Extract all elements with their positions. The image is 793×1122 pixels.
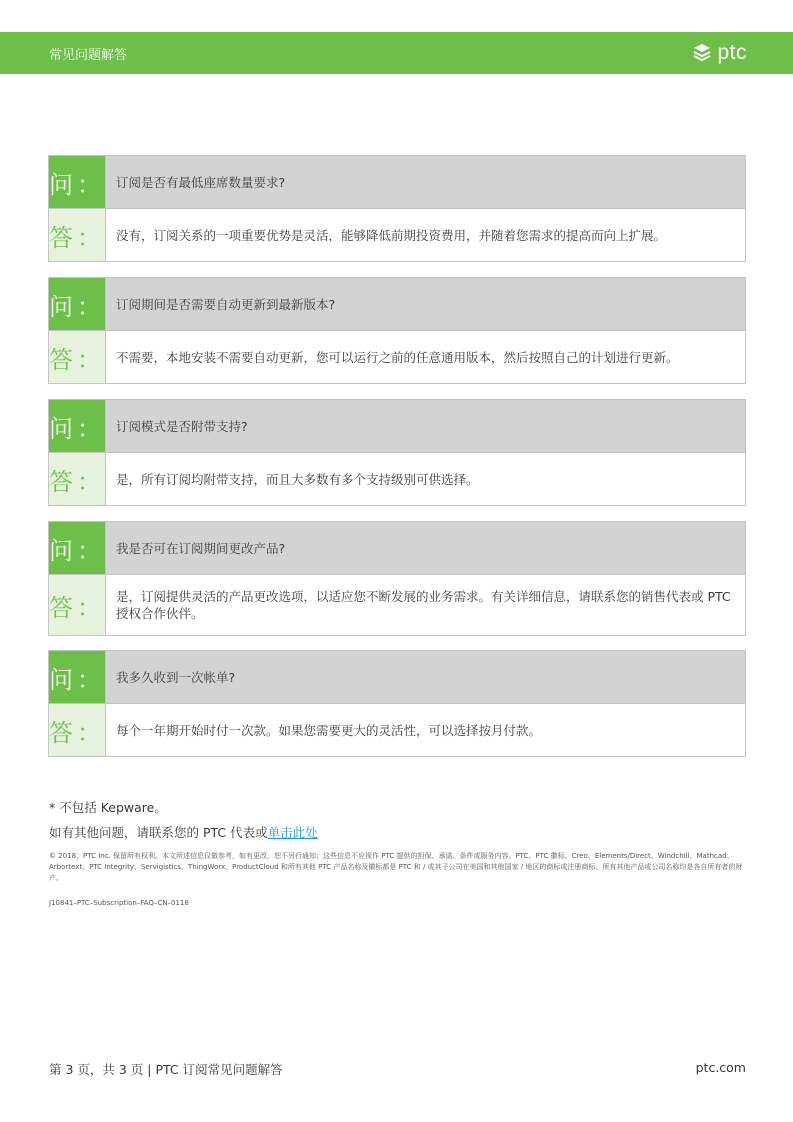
faq-item — [48, 399, 746, 506]
question-label: 问： — [49, 156, 106, 208]
answer-text: 是，所有订阅均附带支持，而且大多数有多个支持级别可供选择。 — [116, 471, 479, 487]
answer-row — [49, 703, 745, 756]
logo-text: ptc — [717, 41, 747, 64]
header-title: 常见问题解答 — [49, 48, 128, 63]
contact-line — [49, 823, 749, 841]
answer-row — [49, 330, 745, 383]
faq-item — [48, 155, 746, 262]
question-label: 问： — [49, 522, 106, 574]
question-label: 问： — [49, 400, 106, 452]
ptc-logo-icon — [692, 43, 712, 63]
question-row — [49, 651, 745, 703]
answer-text: 没有，订阅关系的一项重要优势是灵活，能够降低前期投资费用，并随着您需求的提高而向上扩展。 — [116, 227, 667, 243]
answer-text: 每个一年期开始时付一次款。如果您需要更大的灵活性，可以选择按月付款。 — [116, 722, 542, 738]
contact-text: 如有其他问题，请联系您的 PTC 代表或 — [49, 825, 268, 840]
answer-row — [49, 452, 745, 505]
question-label: 问： — [49, 651, 106, 703]
ptc-logo[interactable] — [692, 41, 747, 65]
faq-item — [48, 650, 746, 757]
answer-text: 不需要，本地安装不需要自动更新，您可以运行之前的任意通用版本，然后按照自己的计划进行更新。 — [116, 349, 679, 365]
answer-row — [49, 208, 745, 261]
footnote: * 不包括 Kepware。 — [49, 800, 167, 815]
question-row — [49, 400, 745, 452]
footer-page-info: 第 3 页，共 3 页 | PTC 订阅常见问题解答 — [49, 1062, 283, 1077]
question-text: 我多久收到一次帐单? — [116, 669, 236, 685]
answer-label: 答： — [49, 575, 106, 635]
faq-item — [48, 277, 746, 384]
footer-site-link[interactable]: ptc.com — [695, 1060, 746, 1075]
question-text: 订阅模式是否附带支持? — [116, 418, 248, 434]
legal-text: © 2018，PTC Inc. 保留所有权利。本文所述信息仅做参考，如有更改，恕不另行通知；这些信息不应视作 PTC 提供的担保、承诺、条件或服务内容。PTC、PTC 徽标、Creo、Elements/Direct、Windchill、Mathcad、Arbortext、PTC Integrity、Servigistics、ThingWorx、ProductCloud 和所有其他 PTC 产品名称及徽标都是 PTC 和 / 或其子公司在美国和其他国家 / 地区的商标或注册商标。所有其他产品或公司名称均是各自所有者的财产。 — [49, 852, 743, 882]
question-text: 订阅是否有最低座席数量要求? — [116, 174, 286, 190]
question-text: 我是否可在订阅期间更改产品? — [116, 540, 286, 556]
answer-text: 是，订阅提供灵活的产品更改选项，以适应您不断发展的业务需求。有关详细信息，请联系您的销售代表或 PTC 授权合作伙伴。 — [116, 589, 731, 621]
click-here-link[interactable]: 单击此处 — [267, 825, 318, 840]
answer-row — [49, 574, 745, 635]
question-label: 问： — [49, 278, 106, 330]
answer-label: 答： — [49, 453, 106, 505]
answer-label: 答： — [49, 331, 106, 383]
answer-label: 答： — [49, 704, 106, 756]
question-text: 订阅期间是否需要自动更新到最新版本? — [116, 296, 336, 312]
page-header — [0, 32, 793, 74]
question-row — [49, 278, 745, 330]
question-row — [49, 522, 745, 574]
notes-section — [49, 798, 749, 907]
answer-label: 答： — [49, 209, 106, 261]
question-row — [49, 156, 745, 208]
document-id: J10841–PTC–Subscription–FAQ–CN–0118 — [49, 899, 189, 907]
faq-item — [48, 521, 746, 636]
